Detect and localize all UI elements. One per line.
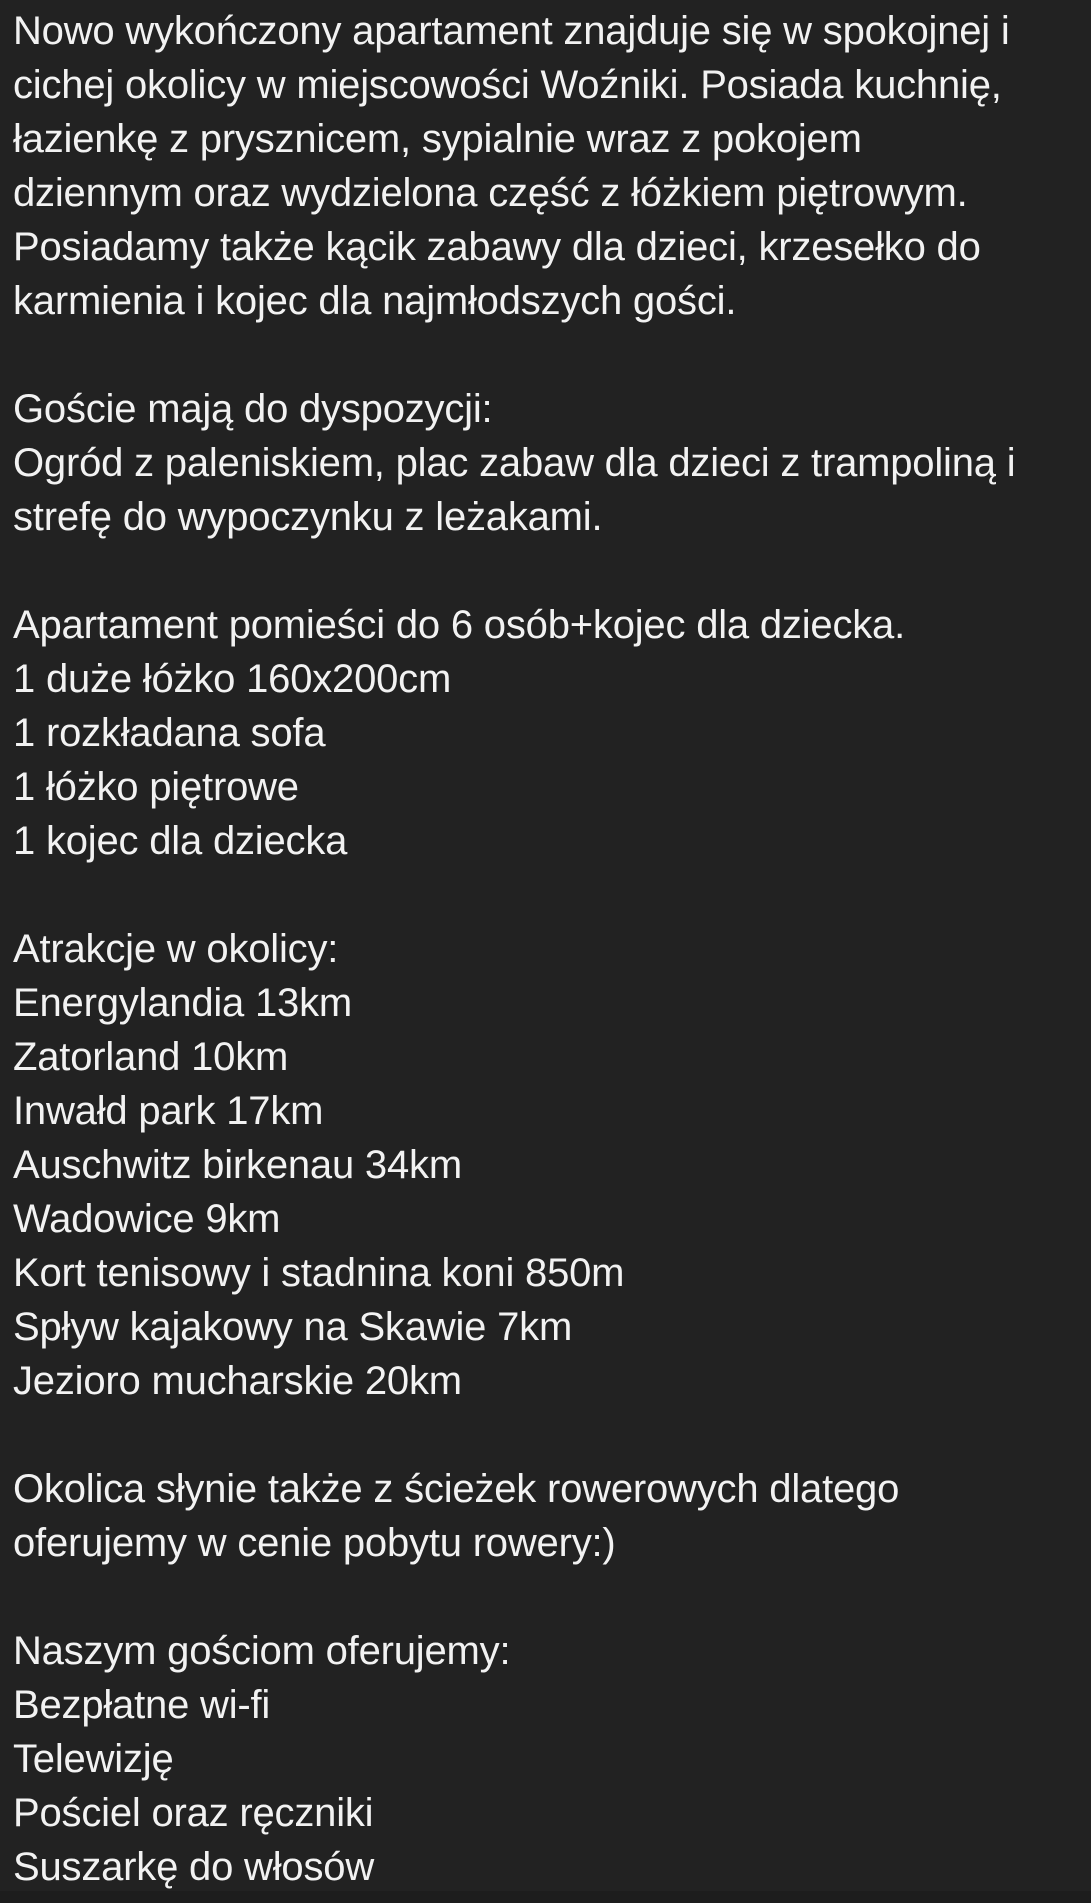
attraction-item: Inwałd park 17km [13, 1089, 324, 1133]
bikes-line: oferujemy w cenie pobytu rowery:) [13, 1521, 616, 1565]
paragraph-gap [13, 1570, 1083, 1624]
amenities-heading: Naszym gościom oferujemy: [13, 1629, 511, 1673]
capacity-heading: Apartament pomieści do 6 osób+kojec dla dziecka. [13, 603, 906, 647]
bottom-edge [0, 1891, 1091, 1903]
intro-line: cichej okolicy w miejscowości Woźniki. Posiada kuchnię, [13, 63, 1002, 107]
paragraph-gap [13, 544, 1083, 598]
listing-description [13, 4, 1083, 1894]
attraction-item: Spływ kajakowy na Skawie 7km [13, 1305, 573, 1349]
paragraph-gap [13, 328, 1083, 382]
paragraph-gap [13, 868, 1083, 922]
amenity-item: Bezpłatne wi-fi [13, 1683, 271, 1727]
attractions-paragraph [13, 922, 1083, 1408]
intro-line: dziennym oraz wydzielona część z łóżkiem piętrowym. [13, 171, 968, 215]
attraction-item: Kort tenisowy i stadnina koni 850m [13, 1251, 625, 1295]
amenity-item: Telewizję [13, 1737, 174, 1781]
facilities-line: Ogród z paleniskiem, plac zabaw dla dzieci z trampoliną i [13, 441, 1016, 485]
amenity-item: Suszarkę do włosów [13, 1845, 375, 1889]
attraction-item: Jezioro mucharskie 20km [13, 1359, 462, 1403]
attraction-item: Auschwitz birkenau 34km [13, 1143, 462, 1187]
capacity-item: 1 rozkładana sofa [13, 711, 326, 755]
attractions-heading: Atrakcje w okolicy: [13, 927, 339, 971]
attraction-item: Zatorland 10km [13, 1035, 289, 1079]
intro-line: Posiadamy także kącik zabawy dla dzieci, krzesełko do [13, 225, 981, 269]
amenities-paragraph [13, 1624, 1083, 1894]
capacity-item: 1 łóżko piętrowe [13, 765, 299, 809]
intro-paragraph [13, 4, 1083, 328]
bikes-line: Okolica słynie także z ścieżek rowerowych dlatego [13, 1467, 900, 1511]
capacity-paragraph [13, 598, 1083, 868]
facilities-paragraph [13, 382, 1083, 544]
attraction-item: Wadowice 9km [13, 1197, 281, 1241]
facilities-heading: Goście mają do dyspozycji: [13, 387, 493, 431]
intro-line: karmienia i kojec dla najmłodszych gości. [13, 279, 737, 323]
facilities-line: strefę do wypoczynku z leżakami. [13, 495, 603, 539]
capacity-item: 1 kojec dla dziecka [13, 819, 348, 863]
bikes-paragraph [13, 1462, 1083, 1570]
amenity-item: Pościel oraz ręczniki [13, 1791, 374, 1835]
capacity-item: 1 duże łóżko 160x200cm [13, 657, 452, 701]
intro-line: łazienkę z prysznicem, sypialnie wraz z pokojem [13, 117, 862, 161]
intro-line: Nowo wykończony apartament znajduje się w spokojnej i [13, 9, 1010, 53]
paragraph-gap [13, 1408, 1083, 1462]
attraction-item: Energylandia 13km [13, 981, 353, 1025]
